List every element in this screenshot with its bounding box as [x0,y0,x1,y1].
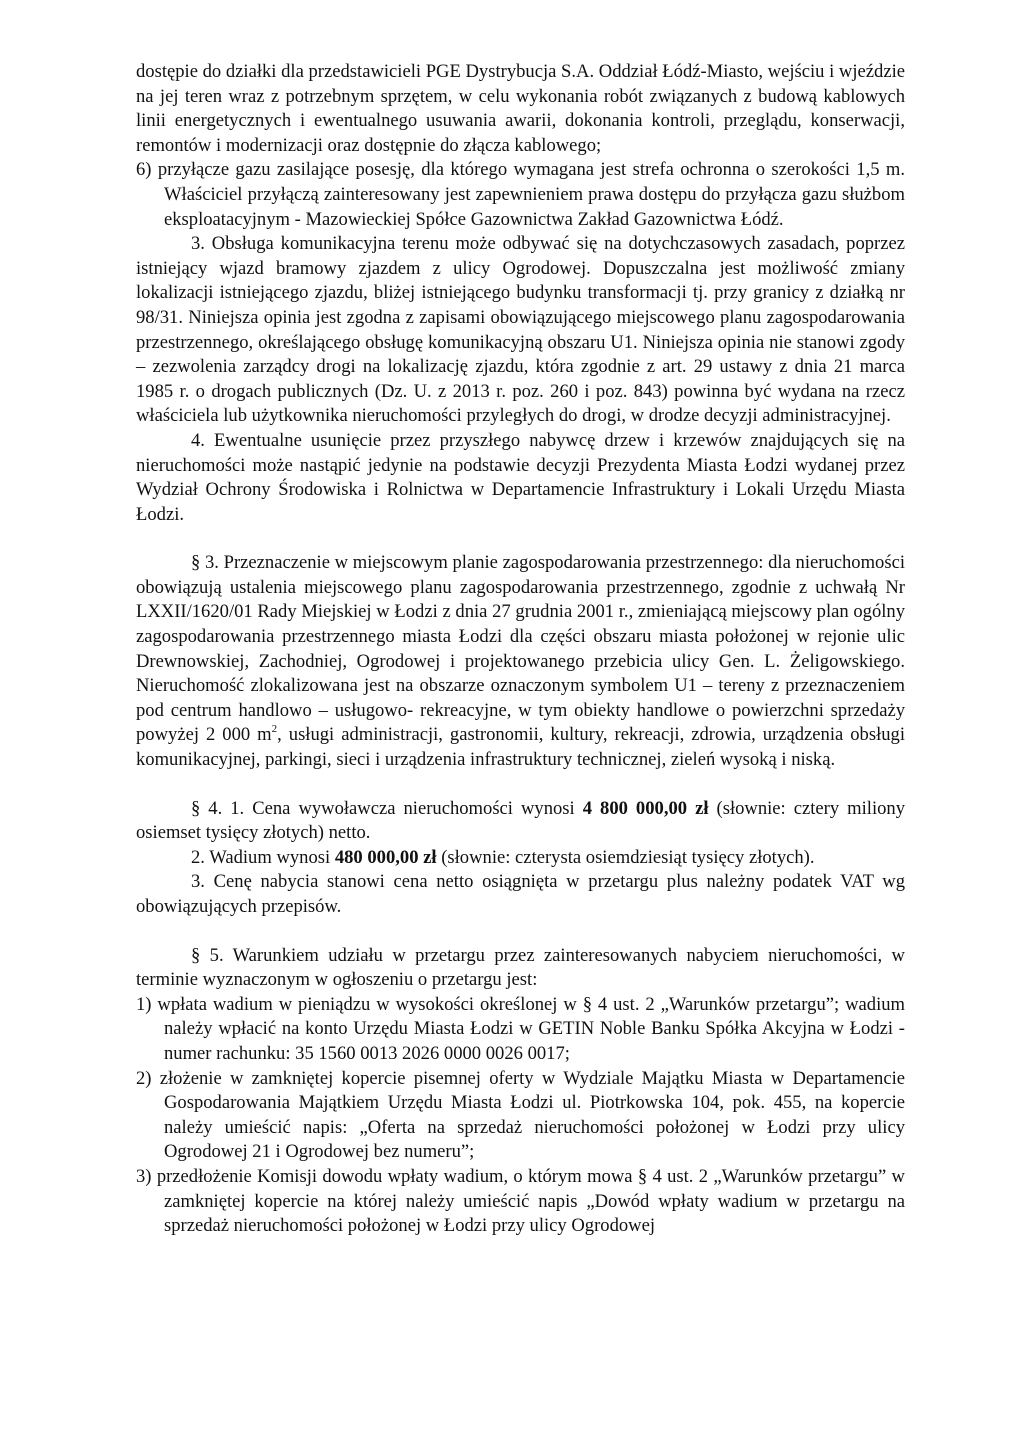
section-4-item-2 [136,846,905,871]
section-5-item-1: 1) wpłata wadium w pieniądzu w wysokości określonej w § 4 ust. 2 „Warunków przetargu”; wadium należy wpłacić na konto Urzędu Miasta Łodzi w GETIN Noble Banku Spółka Akcyjna w Łodzi - numer rachunku: 35 1560 0013 2026 0000 0026 0017; [136,993,905,1064]
section-3-superscript: 2 [271,723,278,736]
paragraph-3: 3. Obsługa komunikacyjna terenu może odbywać się na dotychczasowych zasadach, poprzez istniejący wjazd bramowy zjazdem z ulicy Ogrodowej. Dopuszczalna jest możliwość zmiany lokalizacji istniejącego zjazdu, bliżej istniejącego budynku transformacji tj. przy granicy z działką nr 98/31. Niniejsza opinia jest zgodna z zapisami obowiązującego miejscowego planu zagospodarowania przestrzennego, określającego obsługę komunikacyjną obszaru U1. Niniejsza opinia nie stanowi zgody – zezwolenia zarządcy drogi na lokalizację zjazdu, która zgodnie z art. 29 ustawy z dnia 21 marca 1985 r. o drogach publicznych (Dz. U. z 2013 r. poz. 260 i poz. 843) powinna być wydana na rzecz właściciela lub użytkownika nieruchomości przyległych do drogi, w drodze decyzji administracyjnej. [136,233,905,427]
section-3-text: § 3. Przeznaczenie w miejscowym planie zagospodarowania przestrzennego: dla nieruchomości obowiązują ustalenia miejscowego planu zagospodarowania przestrzennego, zgodnie z uchwałą Nr LXXII/1620/01 Rady Miejskiej w Łodzi z dnia 27 grudnia 2001 r., zmieniającą miejscowy plan ogólny zagospodarowania przestrzennego miasta Łodzi dla części obszaru miasta położonej w rejonie ulic Drewnowskiej, Zachodniej, Ogrodowej i projektowanego przebicia ulicy Gen. L. Żeligowskiego. Nieruchomość zlokalizowana jest na obszarze oznaczonym symbolem U1 – tereny z przeznaczeniem pod centrum handlowo – usługowo- rekreacyjne, w tym obiekty handlowe o powierzchni sprzedaży powyżej 2 000 m [136,552,905,746]
paragraph-4: 4. Ewentualne usunięcie przez przyszłego nabywcę drzew i krzewów znajdujących się na nieruchomości może nastąpić jedynie na podstawie decyzji Prezydenta Miasta Łodzi wydanej przez Wydział Ochrony Środowiska i Rolnictwa w Departamencie Infrastruktury i Lokali Urzędu Miasta Łodzi. [136,429,905,525]
section-4-item-1 [136,797,905,846]
section-4-item-3: 3. Cenę nabycia stanowi cena netto osiągnięta w przetargu plus należny podatek VAT wg obowiązujących przepisów. [136,871,905,917]
section-4-1-price: 4 800 000,00 zł [582,797,709,819]
section-4-2-deposit: 480 000,00 zł [334,846,437,868]
spacer [136,920,905,944]
paragraph-continuation: dostępie do działki dla przedstawicieli PGE Dystrybucja S.A. Oddział Łódź-Miasto, wejściu i wjeździe na jej teren wraz z potrzebnym sprzętem, w celu wykonania robót związanych z budową kablowych linii energetycznych i ewentualnego usuwania awarii, dokonania kontroli, przeglądu, konserwacji, remontów i modernizacji oraz dostępnie do złącza kablowego; [136,61,905,156]
section-5-item-3: 3) przedłożenie Komisji dowodu wpłaty wadium, o którym mowa § 4 ust. 2 „Warunków przetargu” w zamkniętej kopercie na której należy umieścić napis „Dowód wpłaty wadium w przetargu na sprzedaż nieruchomości położonej w Łodzi przy ulicy Ogrodowej [136,1165,905,1237]
section-3 [136,551,905,772]
section-5: § 5. Warunkiem udziału w przetargu przez zainteresowanych nabyciem nieruchomości, w terminie wyznaczonym w ogłoszeniu o przetargu jest: [136,944,905,991]
section-3-text-end: , usługi administracji, gastronomii, kultury, rekreacji, zdrowia, urządzenia obsługi komunikacyjnej, parkingi, sieci i urządzenia infrastruktury technicznej, zieleń wysoką i niską. [136,724,905,771]
spacer [136,773,905,797]
section-4-2-text: 2. Wadium wynosi [191,846,335,868]
section-5-item-2: 2) złożenie w zamkniętej kopercie pisemnej oferty w Wydziale Majątku Miasta w Departamencie Gospodarowania Majątkiem Urzędu Miasta Łodzi ul. Piotrkowska 104, pok. 455, na kopercie należy umieścić napis: „Oferta na sprzedaż nieruchomości położonej w Łodzi przy ulicy Ogrodowej 21 i Ogrodowej bez numeru”; [136,1067,905,1163]
section-4-2-text-end: (słownie: czterysta osiemdziesiąt tysięcy złotych). [436,846,815,868]
spacer [136,527,905,551]
section-4-1-text: § 4. 1. Cena wywoławcza nieruchomości wynosi [191,797,583,819]
list-item-6: 6) przyłącze gazu zasilające posesję, dla którego wymagana jest strefa ochronna o szerokości 1,5 m. Właściciel przyłączą zainteresowany jest zapewnieniem prawa dostępu do przyłącza gazu służbom eksploatacyjnym - Mazowieckiej Spółce Gazownictwa Zakład Gazownictwa Łódź. [136,159,905,230]
document-body [136,60,905,1239]
section-4-1-text-end: (słownie: cztery miliony osiemset tysięcy złotych) netto. [136,797,905,844]
